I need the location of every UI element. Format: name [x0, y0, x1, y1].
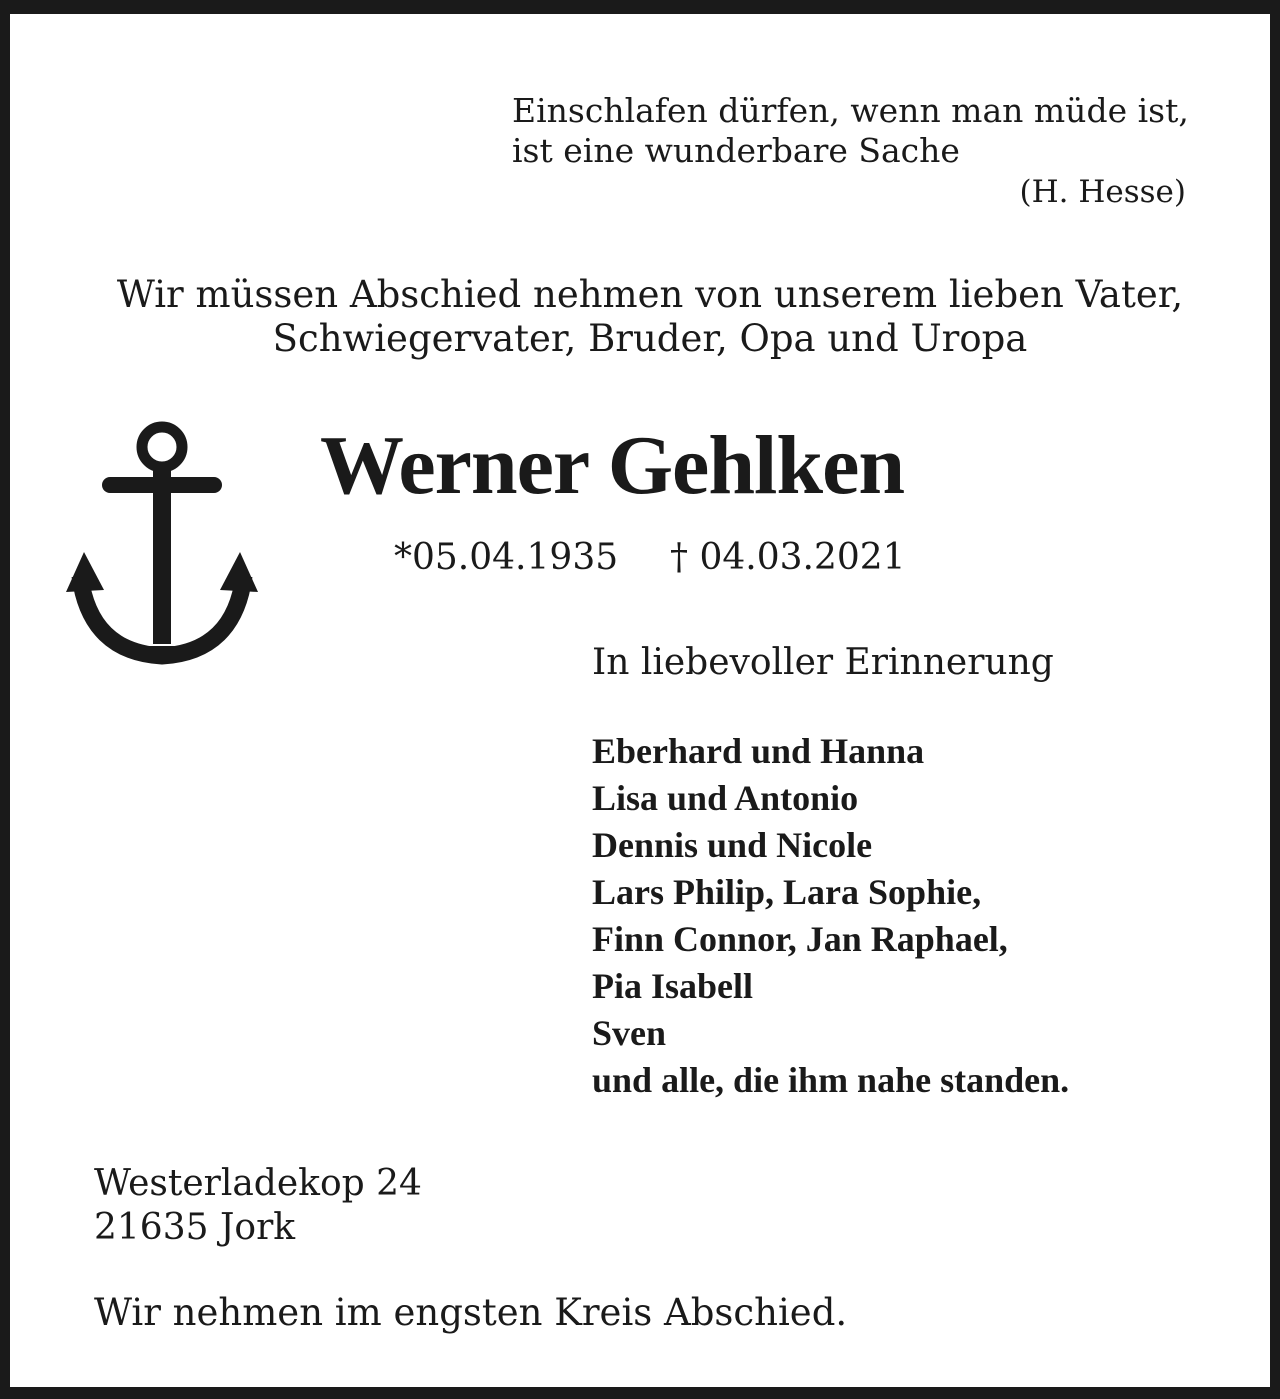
intro-line-2: Schwiegervater, Bruder, Opa und Uropa: [272, 317, 1028, 360]
address-city: 21635 Jork: [94, 1207, 296, 1248]
mourner-line: Pia Isabell: [592, 966, 754, 1006]
quote-author: (H. Hesse): [1019, 174, 1186, 210]
quote-line-2: ist eine wunderbare Sache: [512, 131, 960, 170]
mourners-list: [592, 731, 1069, 1107]
anchor-icon: [62, 414, 262, 674]
mourner-line: Eberhard und Hanna: [592, 731, 925, 771]
mourner-line: Finn Connor, Jan Raphael,: [592, 919, 1008, 959]
mourner-line: Lisa und Antonio: [592, 778, 859, 818]
death-date: † 04.03.2021: [670, 537, 906, 578]
deceased-name: Werner Gehlken: [320, 419, 905, 512]
mourner-line: Lars Philip, Lara Sophie,: [592, 872, 982, 912]
closing-note: Wir nehmen im engsten Kreis Abschied.: [94, 1291, 848, 1334]
birth-date: *05.04.1935: [394, 537, 619, 578]
mourner-line: Dennis und Nicole: [592, 825, 873, 865]
mourner-line: Sven: [592, 1013, 667, 1053]
quote-line-1: Einschlafen dürfen, wenn man müde ist,: [512, 91, 1189, 130]
address-street: Westerladekop 24: [94, 1163, 422, 1204]
memory-line: In liebevoller Erinnerung: [592, 642, 1054, 683]
mourner-line: und alle, die ihm nahe standen.: [592, 1060, 1070, 1100]
intro-line-1: Wir müssen Abschied nehmen von unserem lieben Vater,: [116, 273, 1184, 316]
